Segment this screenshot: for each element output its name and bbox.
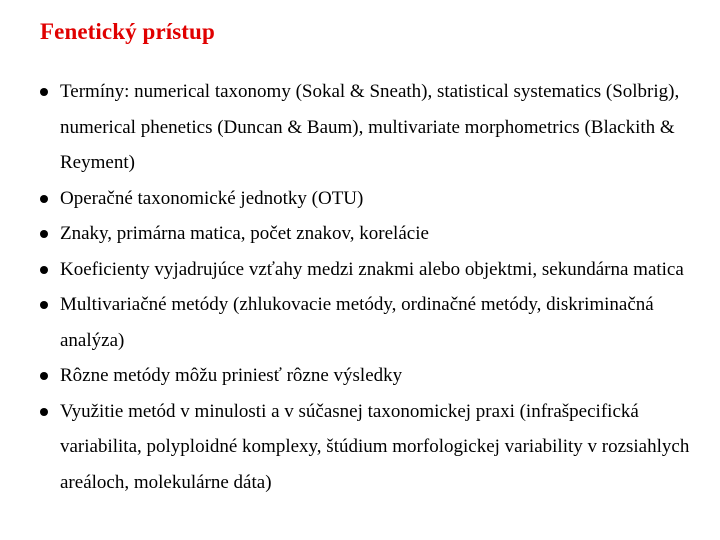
bullet-dot-icon <box>40 372 48 380</box>
bullet-dot-icon <box>40 88 48 96</box>
bullet-text: Rôzne metódy môžu priniesť rôzne výsledky <box>60 365 403 386</box>
bullet-text: Využitie metód v minulosti a v súčasnej taxonomickej praxi (infrašpecifická variabilita, polyploidné komplexy, štúdium morfologickej variability v rozsiahlych areáloch, molekulárne dáta) <box>60 400 690 493</box>
bullet-item <box>38 287 700 358</box>
bullet-item <box>38 181 700 217</box>
bullet-item <box>38 74 700 181</box>
bullet-dot-icon <box>40 230 48 238</box>
bullet-dot-icon <box>40 195 48 203</box>
bullet-list <box>38 74 700 500</box>
bullet-text: Znaky, primárna matica, počet znakov, korelácie <box>60 223 429 244</box>
bullet-text: Operačné taxonomické jednotky (OTU) <box>60 187 364 209</box>
bullet-item <box>38 216 700 252</box>
bullet-item <box>38 358 700 394</box>
bullet-text: Koeficienty vyjadrujúce vzťahy medzi znakmi alebo objektmi, sekundárna matica <box>60 258 684 280</box>
bullet-dot-icon <box>40 408 48 416</box>
bullet-item <box>38 252 700 288</box>
bullet-text: Multivariačné metódy (zhlukovacie metódy, ordinačné metódy, diskriminačná analýza) <box>60 294 654 351</box>
bullet-item <box>38 394 700 501</box>
bullet-text: Termíny: numerical taxonomy (Sokal & Sneath), statistical systematics (Solbrig), numerical phenetics (Duncan & Baum), multivariate morphometrics (Blackith & Reyment) <box>60 81 680 173</box>
slide-title: Fenetický prístup <box>40 19 215 44</box>
bullet-dot-icon <box>40 266 48 274</box>
bullet-dot-icon <box>40 301 48 309</box>
